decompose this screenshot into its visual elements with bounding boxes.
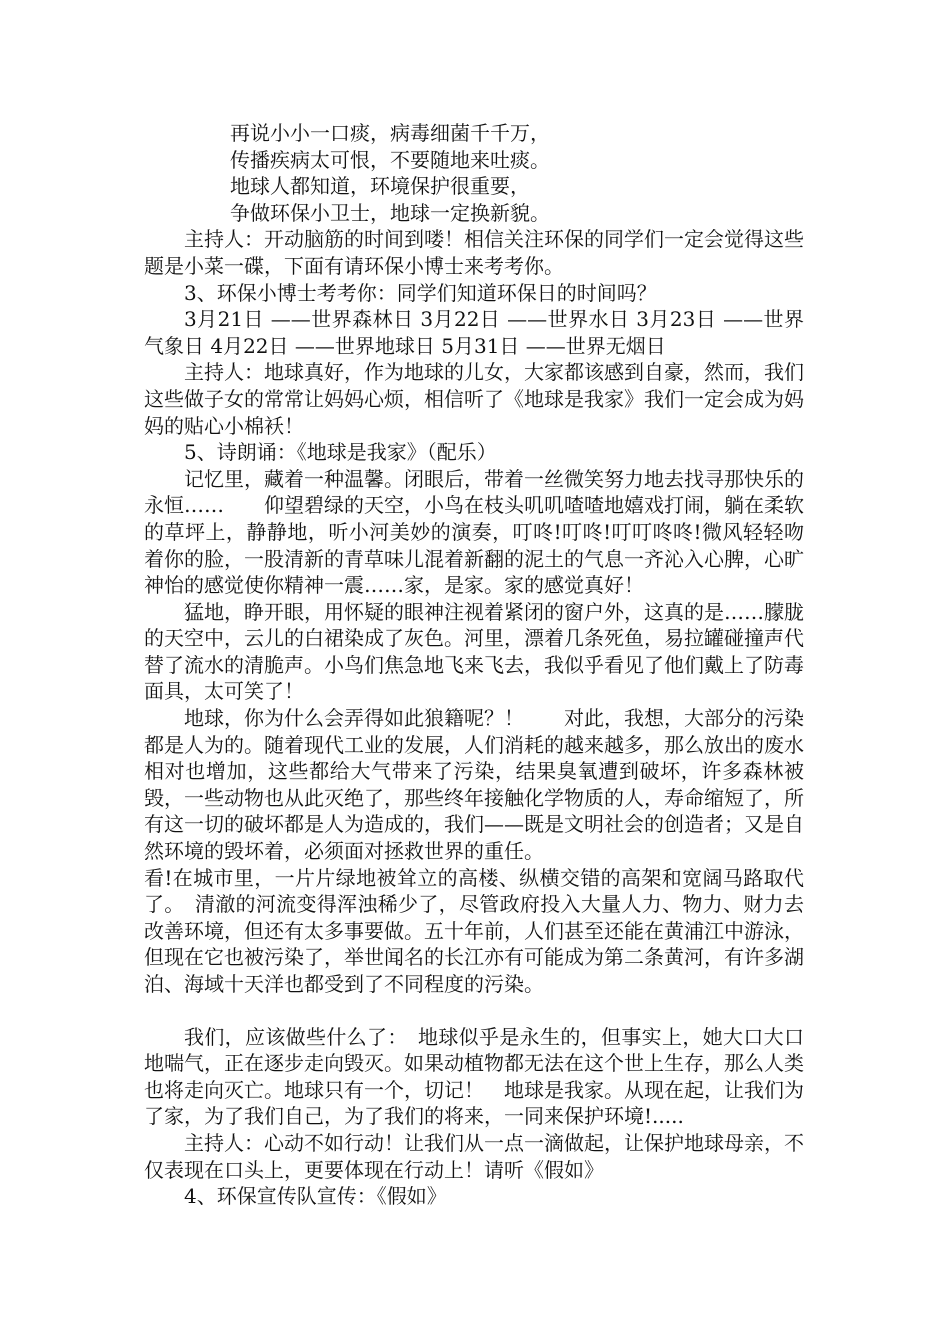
poem-paragraph: 猛地，睁开眼，用怀疑的眼神注视着紧闭的窗户外，这真的是……朦胧的天空中，云儿的白裙染成了灰色。河里，漂着几条死鱼，易拉罐碰撞声代替了流水的清脆声。小鸟们焦急地飞来飞去，我似乎看见了他们戴上了防毒面具，太可笑了！	[144, 599, 804, 704]
environment-days: 3月21日 ——世界森林日 3月22日 ——世界水日 3月23日 ——世界气象日 4月22日 ——世界地球日 5月31日 ——世界无烟日	[144, 307, 804, 358]
blank-line	[144, 998, 804, 1024]
poem-paragraph: 记忆里，藏着一种温馨。闭眼后，带着一丝微笑努力地去找寻那快乐的永恒…… 仰望碧绿的天空，小鸟在枝头叽叽喳喳地嬉戏打闹，躺在柔软的草坪上，静静地，听小河美妙的演奏，叮咚!叮咚!叮叮咚咚!微风轻轻吻着你的脸，一股清新的青草味儿混着新翻的泥土的气息一齐沁入心脾，心旷神怡的感觉使你精神一震……家，是家。家的感觉真好！	[144, 466, 804, 598]
document-page	[144, 120, 804, 1210]
host-paragraph: 主持人：开动脑筋的时间到喽！相信关注环保的同学们一定会觉得这些题是小菜一碟，下面有请环保小博士来考考你。	[144, 227, 804, 278]
host-paragraph: 主持人：地球真好，作为地球的儿女，大家都该感到自豪，然而，我们这些做子女的常常让妈妈心烦，相信听了《地球是我家》我们一定会成为妈妈的贴心小棉袄！	[144, 360, 804, 438]
section-heading: 3、环保小博士考考你：同学们知道环保日的时间吗？	[184, 280, 657, 305]
poem-paragraph: 看!在城市里，一片片绿地被耸立的高楼、纵横交错的高架和宽阔马路取代了。 清澈的河流变得浑浊稀少了，尽管政府投入大量人力、物力、财力去改善环境，但还有太多事要做。五十年前，人们甚至还能在黄浦江中游泳，但现在它也被污染了，举世闻名的长江亦有可能成为第二条黄河，有许多湖泊、海域十天洋也都受到了不同程度的污染。	[144, 865, 804, 996]
host-paragraph: 主持人：心动不如行动！让我们从一点一滴做起，让保护地球母亲，不仅表现在口头上，更要体现在行动上！请听《假如》	[144, 1130, 804, 1182]
section-heading: 5、诗朗诵：《地球是我家》（配乐）	[184, 440, 497, 465]
poem-paragraph: 我们，应该做些什么了： 地球似乎是永生的，但事实上，她大口大口地喘气，正在逐步走向毁灭。如果动植物都无法在这个世上生存，那么人类也将走向灭亡。地球只有一个，切记！ 地球是我家。从现在起，让我们为了家，为了我们自己，为了我们的将来，一同来保护环境!.....	[144, 1024, 804, 1129]
poem-line: 争做环保小卫士，地球一定换新貌。	[230, 200, 550, 225]
poem-line: 传播疾病太可恨，不要随地来吐痰。	[230, 147, 550, 172]
poem-line: 地球人都知道，环境保护很重要，	[230, 174, 530, 199]
poem-line: 再说小小一口痰，病毒细菌千千万，	[230, 121, 550, 145]
section-heading: 4、环保宣传队宣传：《假如》	[184, 1184, 447, 1209]
poem-paragraph: 地球，你为什么会弄得如此狼籍呢？！ 对此，我想，大部分的污染都是人为的。随着现代工业的发展，人们消耗的越来越多，那么放出的废水相对也增加，这些都给大气带来了污染，结果臭氧遭到破坏，许多森林被毁，一些动物也从此灭绝了，那些终年接触化学物质的人，寿命缩短了，所有这一切的破坏都是人为造成的，我们——既是文明社会的创造者；又是自然环境的毁坏着，必须面对拯救世界的重任。	[144, 706, 804, 864]
